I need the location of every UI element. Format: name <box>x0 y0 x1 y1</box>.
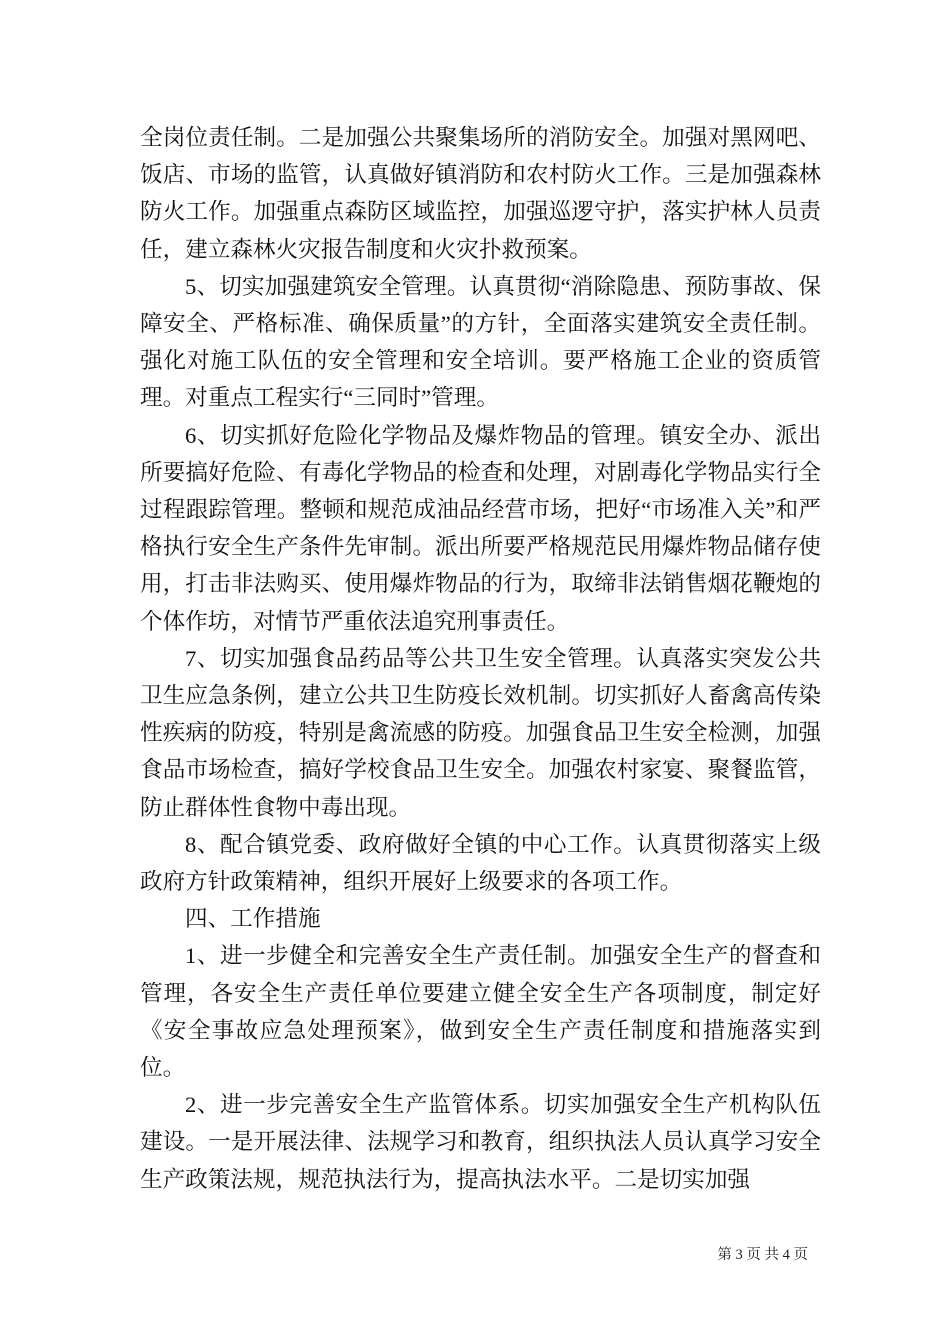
section-heading: 四、工作措施 <box>185 906 321 932</box>
paragraph-item-2: 2、进一步完善安全生产监管体系。切实加强安全生产机构队伍建设。一是开展法律、法规学习和教育，组织执法人员认真学习安全生产政策法规，规范执法行为，提高执法水平。二是切实加强 <box>140 1092 821 1192</box>
document-body <box>140 119 821 1198</box>
page-footer <box>140 1246 808 1264</box>
paragraph-continued: 全岗位责任制。二是加强公共聚集场所的消防安全。加强对黑网吧、饭店、市场的监管，认真做好镇消防和农村防火工作。三是加强森林防火工作。加强重点森防区域监控，加强巡逻守护，落实护林人员责任，建立森林火灾报告制度和火灾扑救预案。 <box>140 125 821 262</box>
paragraph-item-7: 7、切实加强食品药品等公共卫生安全管理。认真落实突发公共卫生应急条例，建立公共卫生防疫长效机制。切实抓好人畜禽高传染性疾病的防疫，特别是禽流感的防疫。加强食品卫生安全检测，加强食品市场检查，搞好学校食品卫生安全。加强农村家宴、聚餐监管，防止群体性食物中毒出现。 <box>140 645 821 820</box>
paragraph-item-8: 8、配合镇党委、政府做好全镇的中心工作。认真贯彻落实上级政府方针政策精神，组织开展好上级要求的各项工作。 <box>140 831 821 895</box>
paragraph-item-5: 5、切实加强建筑安全管理。认真贯彻“消除隐患、预防事故、保障安全、严格标准、确保质量”的方针，全面落实建筑安全责任制。强化对施工队伍的安全管理和安全培训。要严格施工企业的资质管理。对重点工程实行“三同时”管理。 <box>140 273 821 411</box>
paragraph-item-1: 1、进一步健全和完善安全生产责任制。加强安全生产的督查和管理，各安全生产责任单位要建立健全安全生产各项制度，制定好《安全事故应急处理预案》，做到安全生产责任制度和措施落实到位。 <box>140 943 821 1081</box>
paragraph-item-6: 6、切实抓好危险化学物品及爆炸物品的管理。镇安全办、派出所要搞好危险、有毒化学物品的检查和处理，对剧毒化学物品实行全过程跟踪管理。整顿和规范成油品经营市场，把好“市场准入关”和严格执行安全生产条件先审制。派出所要严格规范民用爆炸物品储存使用，打击非法购买、使用爆炸物品的行为，取缔非法销售烟花鞭炮的个体作坊，对情节严重依法追究刑事责任。 <box>140 422 821 634</box>
page-number-label: 第 3 页 共 4 页 <box>717 1247 808 1263</box>
